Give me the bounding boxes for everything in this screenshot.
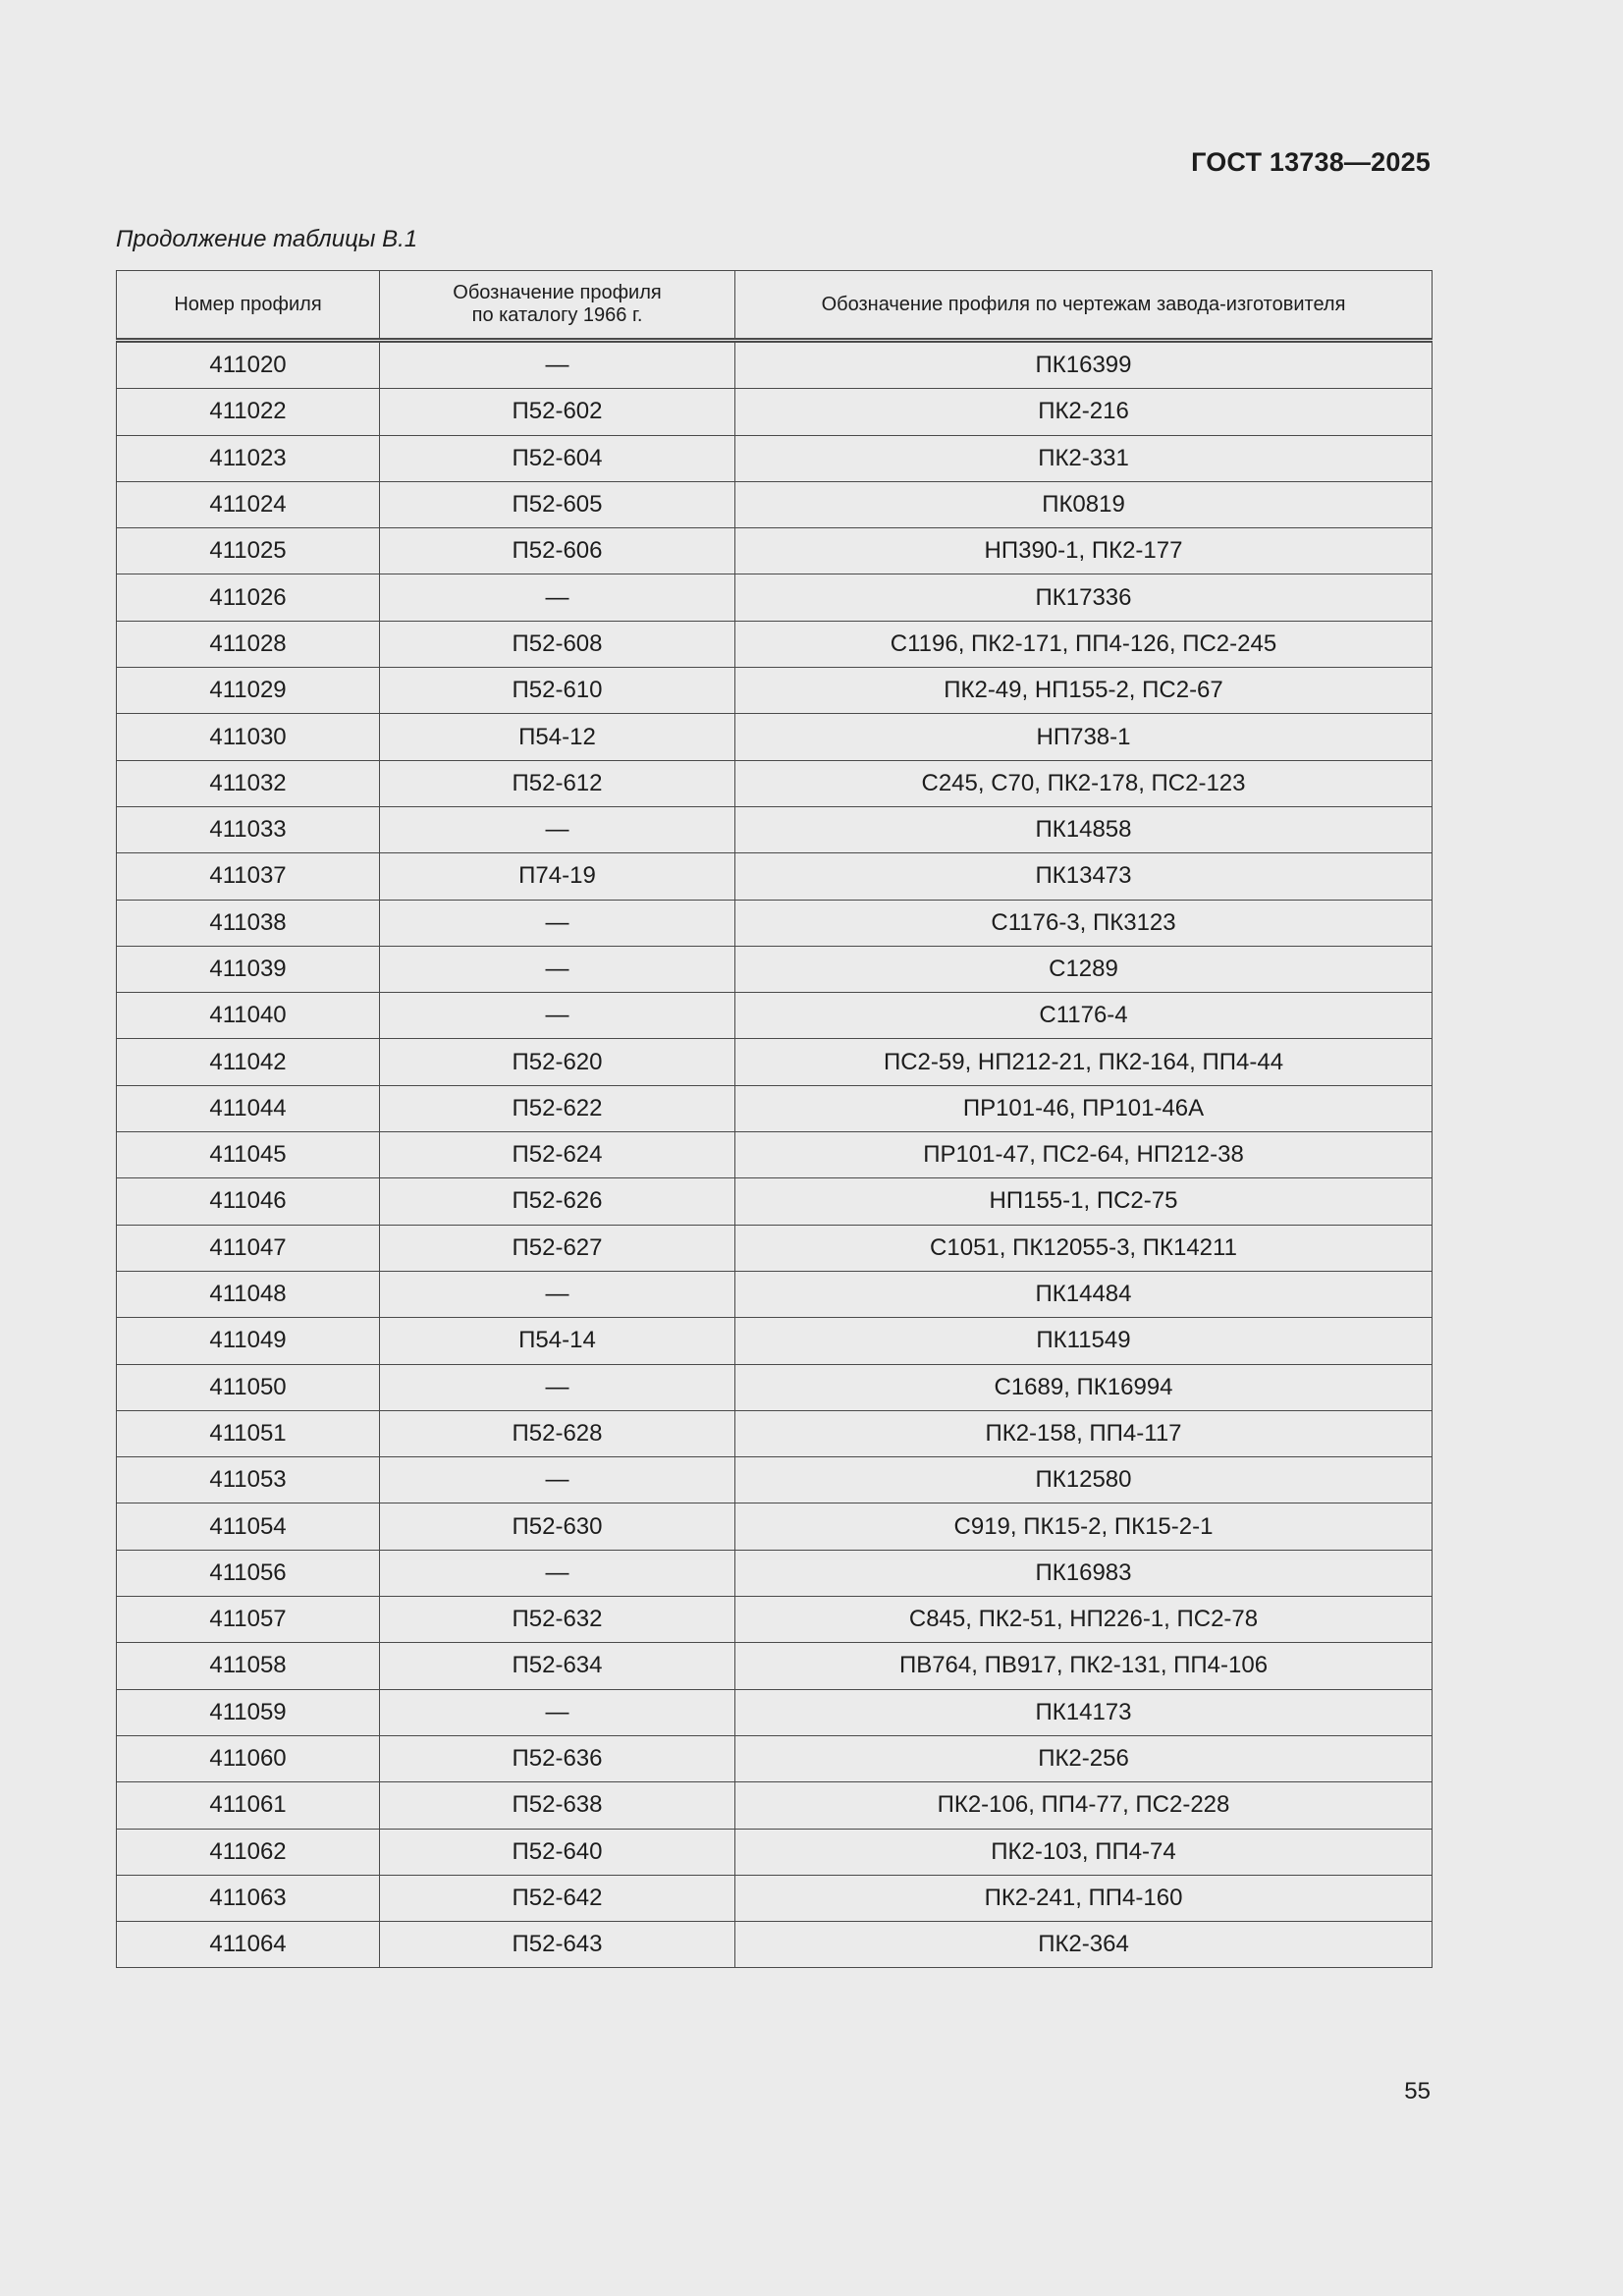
table-row [117, 853, 1433, 900]
table-row [117, 1503, 1433, 1550]
table-row [117, 1922, 1433, 1968]
table-row [117, 1410, 1433, 1456]
cell-manufacturer-designation: ПК2-364 [735, 1922, 1433, 1968]
cell-profile-number: 411059 [117, 1689, 380, 1735]
cell-profile-number: 411056 [117, 1550, 380, 1596]
cell-profile-number: 411063 [117, 1875, 380, 1921]
cell-profile-number: 411022 [117, 389, 380, 435]
cell-catalog-1966: П52-636 [380, 1735, 735, 1781]
table-row [117, 993, 1433, 1039]
cell-manufacturer-designation: С919, ПК15-2, ПК15-2-1 [735, 1503, 1433, 1550]
cell-manufacturer-designation: С1051, ПК12055-3, ПК14211 [735, 1225, 1433, 1271]
cell-catalog-1966: П52-638 [380, 1782, 735, 1829]
table-row [117, 946, 1433, 992]
cell-profile-number: 411028 [117, 621, 380, 667]
table-header [117, 271, 1433, 341]
cell-catalog-1966: — [380, 1271, 735, 1317]
cell-manufacturer-designation: ПК17336 [735, 574, 1433, 621]
table-body [117, 341, 1433, 1968]
table-row [117, 574, 1433, 621]
cell-profile-number: 411026 [117, 574, 380, 621]
table-row [117, 1643, 1433, 1689]
cell-manufacturer-designation: ПК2-216 [735, 389, 1433, 435]
cell-catalog-1966: П54-12 [380, 714, 735, 760]
table-row [117, 1597, 1433, 1643]
cell-catalog-1966: П52-610 [380, 668, 735, 714]
table-row [117, 1457, 1433, 1503]
cell-manufacturer-designation: ПК12580 [735, 1457, 1433, 1503]
cell-manufacturer-designation: ПК16983 [735, 1550, 1433, 1596]
cell-catalog-1966: П52-620 [380, 1039, 735, 1085]
table-row [117, 1225, 1433, 1271]
cell-catalog-1966: П52-622 [380, 1085, 735, 1131]
table-row [117, 481, 1433, 527]
cell-manufacturer-designation: С1689, ПК16994 [735, 1364, 1433, 1410]
cell-manufacturer-designation: ПК2-331 [735, 435, 1433, 481]
cell-manufacturer-designation: ПК2-49, НП155-2, ПС2-67 [735, 668, 1433, 714]
cell-profile-number: 411053 [117, 1457, 380, 1503]
cell-profile-number: 411040 [117, 993, 380, 1039]
cell-profile-number: 411051 [117, 1410, 380, 1456]
cell-catalog-1966: П74-19 [380, 853, 735, 900]
cell-profile-number: 411048 [117, 1271, 380, 1317]
table-row [117, 621, 1433, 667]
cell-manufacturer-designation: С845, ПК2-51, НП226-1, ПС2-78 [735, 1597, 1433, 1643]
cell-profile-number: 411029 [117, 668, 380, 714]
cell-manufacturer-designation: ПК2-103, ПП4-74 [735, 1829, 1433, 1875]
cell-catalog-1966: — [380, 1364, 735, 1410]
table-row [117, 1782, 1433, 1829]
cell-catalog-1966: — [380, 900, 735, 946]
cell-catalog-1966: П52-612 [380, 760, 735, 806]
table-header-row [117, 271, 1433, 341]
cell-profile-number: 411030 [117, 714, 380, 760]
table-caption: Продолжение таблицы В.1 [116, 226, 418, 252]
cell-catalog-1966: П52-643 [380, 1922, 735, 1968]
cell-profile-number: 411038 [117, 900, 380, 946]
cell-catalog-1966: — [380, 993, 735, 1039]
cell-profile-number: 411064 [117, 1922, 380, 1968]
table-row [117, 1829, 1433, 1875]
cell-manufacturer-designation: ПК13473 [735, 853, 1433, 900]
table-row [117, 760, 1433, 806]
cell-manufacturer-designation: ПК2-256 [735, 1735, 1433, 1781]
cell-profile-number: 411023 [117, 435, 380, 481]
table-row [117, 1271, 1433, 1317]
cell-manufacturer-designation: ПВ764, ПВ917, ПК2-131, ПП4-106 [735, 1643, 1433, 1689]
cell-profile-number: 411046 [117, 1178, 380, 1225]
cell-catalog-1966: П52-627 [380, 1225, 735, 1271]
cell-profile-number: 411057 [117, 1597, 380, 1643]
cell-manufacturer-designation: С1289 [735, 946, 1433, 992]
cell-manufacturer-designation: НП738-1 [735, 714, 1433, 760]
cell-catalog-1966: П52-605 [380, 481, 735, 527]
cell-manufacturer-designation: ПК2-241, ПП4-160 [735, 1875, 1433, 1921]
cell-profile-number: 411033 [117, 806, 380, 852]
table-row [117, 389, 1433, 435]
table-row [117, 900, 1433, 946]
table-row [117, 528, 1433, 574]
cell-profile-number: 411062 [117, 1829, 380, 1875]
cell-manufacturer-designation: ПК0819 [735, 481, 1433, 527]
cell-manufacturer-designation: НП390-1, ПК2-177 [735, 528, 1433, 574]
table-row [117, 1364, 1433, 1410]
cell-profile-number: 411032 [117, 760, 380, 806]
cell-manufacturer-designation: С1176-4 [735, 993, 1433, 1039]
cell-catalog-1966: П52-626 [380, 1178, 735, 1225]
cell-manufacturer-designation: ПР101-47, ПС2-64, НП212-38 [735, 1132, 1433, 1178]
cell-manufacturer-designation: ПР101-46, ПР101-46А [735, 1085, 1433, 1131]
column-header-catalog-1966: Обозначение профиля по каталогу 1966 г. [380, 271, 735, 341]
table-row [117, 806, 1433, 852]
table-row [117, 435, 1433, 481]
table-row [117, 1550, 1433, 1596]
cell-manufacturer-designation: С1196, ПК2-171, ПП4-126, ПС2-245 [735, 621, 1433, 667]
cell-manufacturer-designation: ПК11549 [735, 1318, 1433, 1364]
cell-catalog-1966: — [380, 341, 735, 389]
table-row [117, 1085, 1433, 1131]
table-row [117, 1132, 1433, 1178]
table-row [117, 668, 1433, 714]
cell-profile-number: 411061 [117, 1782, 380, 1829]
cell-catalog-1966: — [380, 1457, 735, 1503]
cell-catalog-1966: П52-642 [380, 1875, 735, 1921]
cell-profile-number: 411037 [117, 853, 380, 900]
table-row [117, 714, 1433, 760]
cell-manufacturer-designation: ПК14484 [735, 1271, 1433, 1317]
cell-profile-number: 411025 [117, 528, 380, 574]
page-number: 55 [1404, 2078, 1431, 2105]
cell-manufacturer-designation: ПС2-59, НП212-21, ПК2-164, ПП4-44 [735, 1039, 1433, 1085]
column-header-profile-number: Номер профиля [117, 271, 380, 341]
cell-catalog-1966: П52-606 [380, 528, 735, 574]
cell-catalog-1966: П52-640 [380, 1829, 735, 1875]
cell-profile-number: 411049 [117, 1318, 380, 1364]
cell-profile-number: 411047 [117, 1225, 380, 1271]
profile-table [116, 270, 1433, 1968]
table-row [117, 1039, 1433, 1085]
cell-catalog-1966: П52-628 [380, 1410, 735, 1456]
cell-manufacturer-designation: ПК14173 [735, 1689, 1433, 1735]
cell-manufacturer-designation: НП155-1, ПС2-75 [735, 1178, 1433, 1225]
cell-profile-number: 411060 [117, 1735, 380, 1781]
cell-catalog-1966: П52-634 [380, 1643, 735, 1689]
cell-manufacturer-designation: С245, С70, ПК2-178, ПС2-123 [735, 760, 1433, 806]
cell-profile-number: 411042 [117, 1039, 380, 1085]
table-row [117, 1735, 1433, 1781]
cell-profile-number: 411044 [117, 1085, 380, 1131]
cell-catalog-1966: — [380, 1550, 735, 1596]
cell-catalog-1966: П54-14 [380, 1318, 735, 1364]
cell-manufacturer-designation: С1176-3, ПК3123 [735, 900, 1433, 946]
cell-manufacturer-designation: ПК16399 [735, 341, 1433, 389]
cell-catalog-1966: П52-604 [380, 435, 735, 481]
cell-catalog-1966: — [380, 806, 735, 852]
table-row [117, 1178, 1433, 1225]
cell-profile-number: 411039 [117, 946, 380, 992]
cell-catalog-1966: П52-632 [380, 1597, 735, 1643]
cell-catalog-1966: — [380, 946, 735, 992]
standard-designation: ГОСТ 13738—2025 [1191, 147, 1431, 177]
table-row [117, 1875, 1433, 1921]
cell-profile-number: 411020 [117, 341, 380, 389]
cell-manufacturer-designation: ПК14858 [735, 806, 1433, 852]
cell-catalog-1966: — [380, 574, 735, 621]
table-row [117, 1318, 1433, 1364]
cell-manufacturer-designation: ПК2-158, ПП4-117 [735, 1410, 1433, 1456]
table-row [117, 341, 1433, 389]
cell-catalog-1966: П52-608 [380, 621, 735, 667]
cell-catalog-1966: П52-602 [380, 389, 735, 435]
cell-profile-number: 411024 [117, 481, 380, 527]
cell-profile-number: 411045 [117, 1132, 380, 1178]
column-header-manufacturer-designation: Обозначение профиля по чертежам завода-изготовителя [735, 271, 1433, 341]
cell-catalog-1966: П52-624 [380, 1132, 735, 1178]
cell-profile-number: 411058 [117, 1643, 380, 1689]
cell-profile-number: 411050 [117, 1364, 380, 1410]
cell-profile-number: 411054 [117, 1503, 380, 1550]
cell-catalog-1966: П52-630 [380, 1503, 735, 1550]
table-row [117, 1689, 1433, 1735]
cell-manufacturer-designation: ПК2-106, ПП4-77, ПС2-228 [735, 1782, 1433, 1829]
cell-catalog-1966: — [380, 1689, 735, 1735]
